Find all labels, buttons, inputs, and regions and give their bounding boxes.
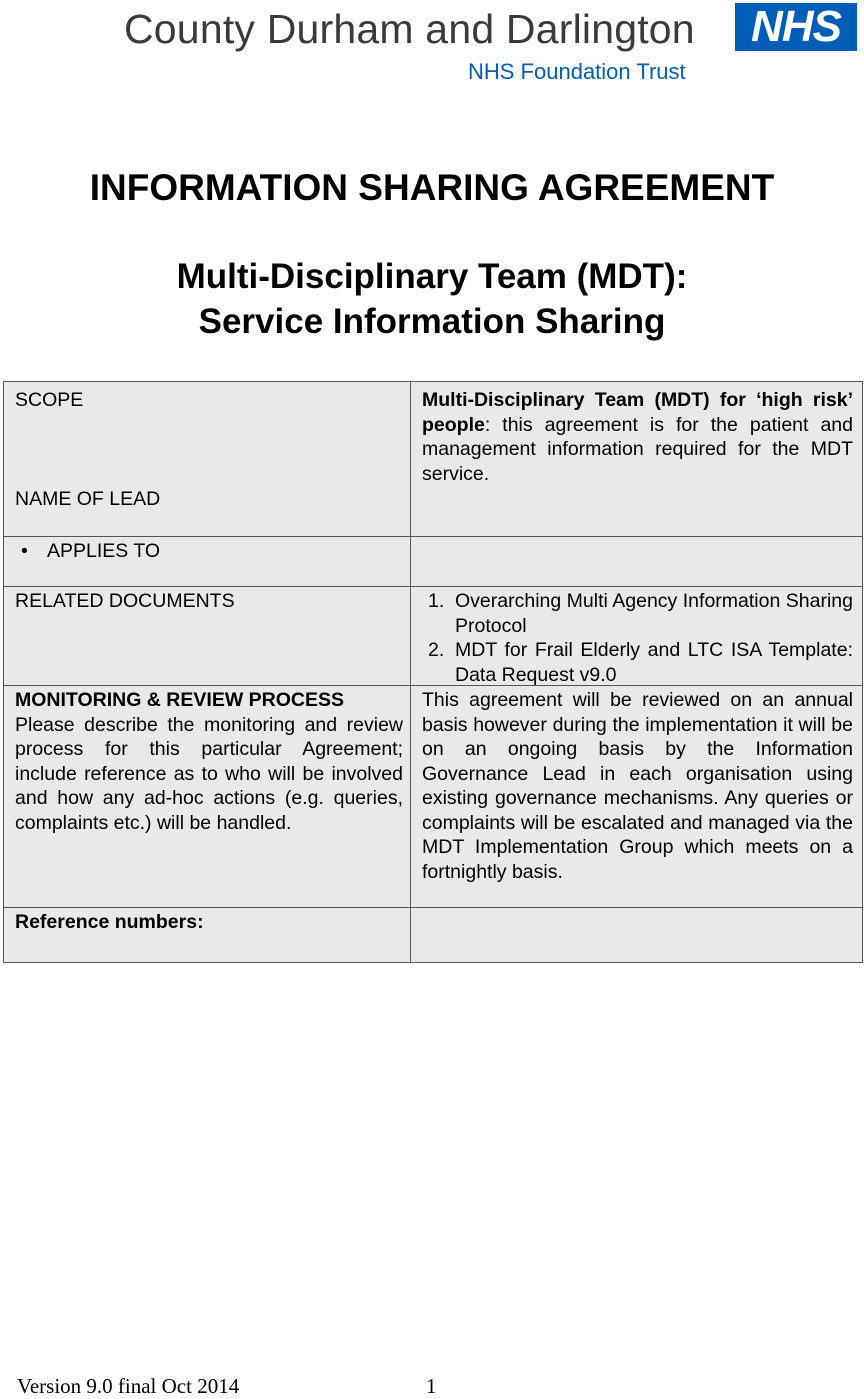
- agreement-table: [3, 381, 863, 963]
- scope-value-rest: : this agreement is for the patient and management information required for the MDT service.: [422, 413, 853, 485]
- document-subtitle: [0, 254, 864, 344]
- column-divider: [410, 382, 411, 962]
- related-document-text: MDT for Frail Elderly and LTC ISA Template: Data Request v9.0: [455, 639, 853, 686]
- monitoring-description: Please describe the monitoring and review process for this particular Agreement; include reference as to who will be involved and how any ad-hoc actions (e.g. queries, complaints etc.) will be handled.: [15, 713, 403, 834]
- reference-numbers-label: Reference numbers:: [15, 911, 204, 933]
- nhs-logo: NHS: [735, 3, 857, 51]
- monitoring-label-cell: [15, 688, 403, 835]
- related-documents-label: RELATED DOCUMENTS: [15, 590, 235, 612]
- footer-version: Version 9.0 final Oct 2014: [17, 1374, 240, 1398]
- related-documents-list: [422, 589, 853, 687]
- related-document-item: [422, 638, 853, 687]
- related-document-text: Overarching Multi Agency Information Sharing Protocol: [455, 590, 853, 637]
- bullet-icon: •: [21, 540, 28, 562]
- applies-to-row-label: [15, 539, 160, 564]
- scope-value-bold: Multi-Disciplinary Team (MDT) for ‘high risk’ people: [422, 389, 853, 436]
- monitoring-label: MONITORING & REVIEW PROCESS: [15, 689, 345, 711]
- related-documents-items: [422, 589, 853, 687]
- row-divider: [4, 536, 862, 537]
- row-divider: [4, 907, 862, 908]
- scope-value: [422, 388, 853, 486]
- related-document-number: 1.: [428, 590, 445, 612]
- related-document-item: [422, 589, 853, 638]
- monitoring-value: This agreement will be reviewed on an annual basis however during the implementation it will be on an ongoing basis by the Information Governance Lead in each organisation using existing governance mechanisms. Any queries or complaints will be escalated and managed via the MDT Implementation Group which meets on a fortnightly basis.: [422, 689, 853, 883]
- scope-label: SCOPE: [15, 389, 84, 411]
- row-divider: [4, 586, 862, 587]
- trust-name: NHS Foundation Trust: [468, 59, 686, 84]
- related-document-number: 2.: [428, 639, 445, 661]
- subtitle-line-1: Multi-Disciplinary Team (MDT):: [176, 257, 688, 296]
- document-title: INFORMATION SHARING AGREEMENT: [89, 167, 775, 208]
- page-number: 1: [426, 1374, 437, 1398]
- subtitle-line-2: Service Information Sharing: [198, 302, 666, 341]
- organisation-name: County Durham and Darlington: [124, 6, 695, 52]
- lead-label: NAME OF LEAD: [15, 488, 161, 510]
- applies-to-label: APPLIES TO: [47, 540, 161, 562]
